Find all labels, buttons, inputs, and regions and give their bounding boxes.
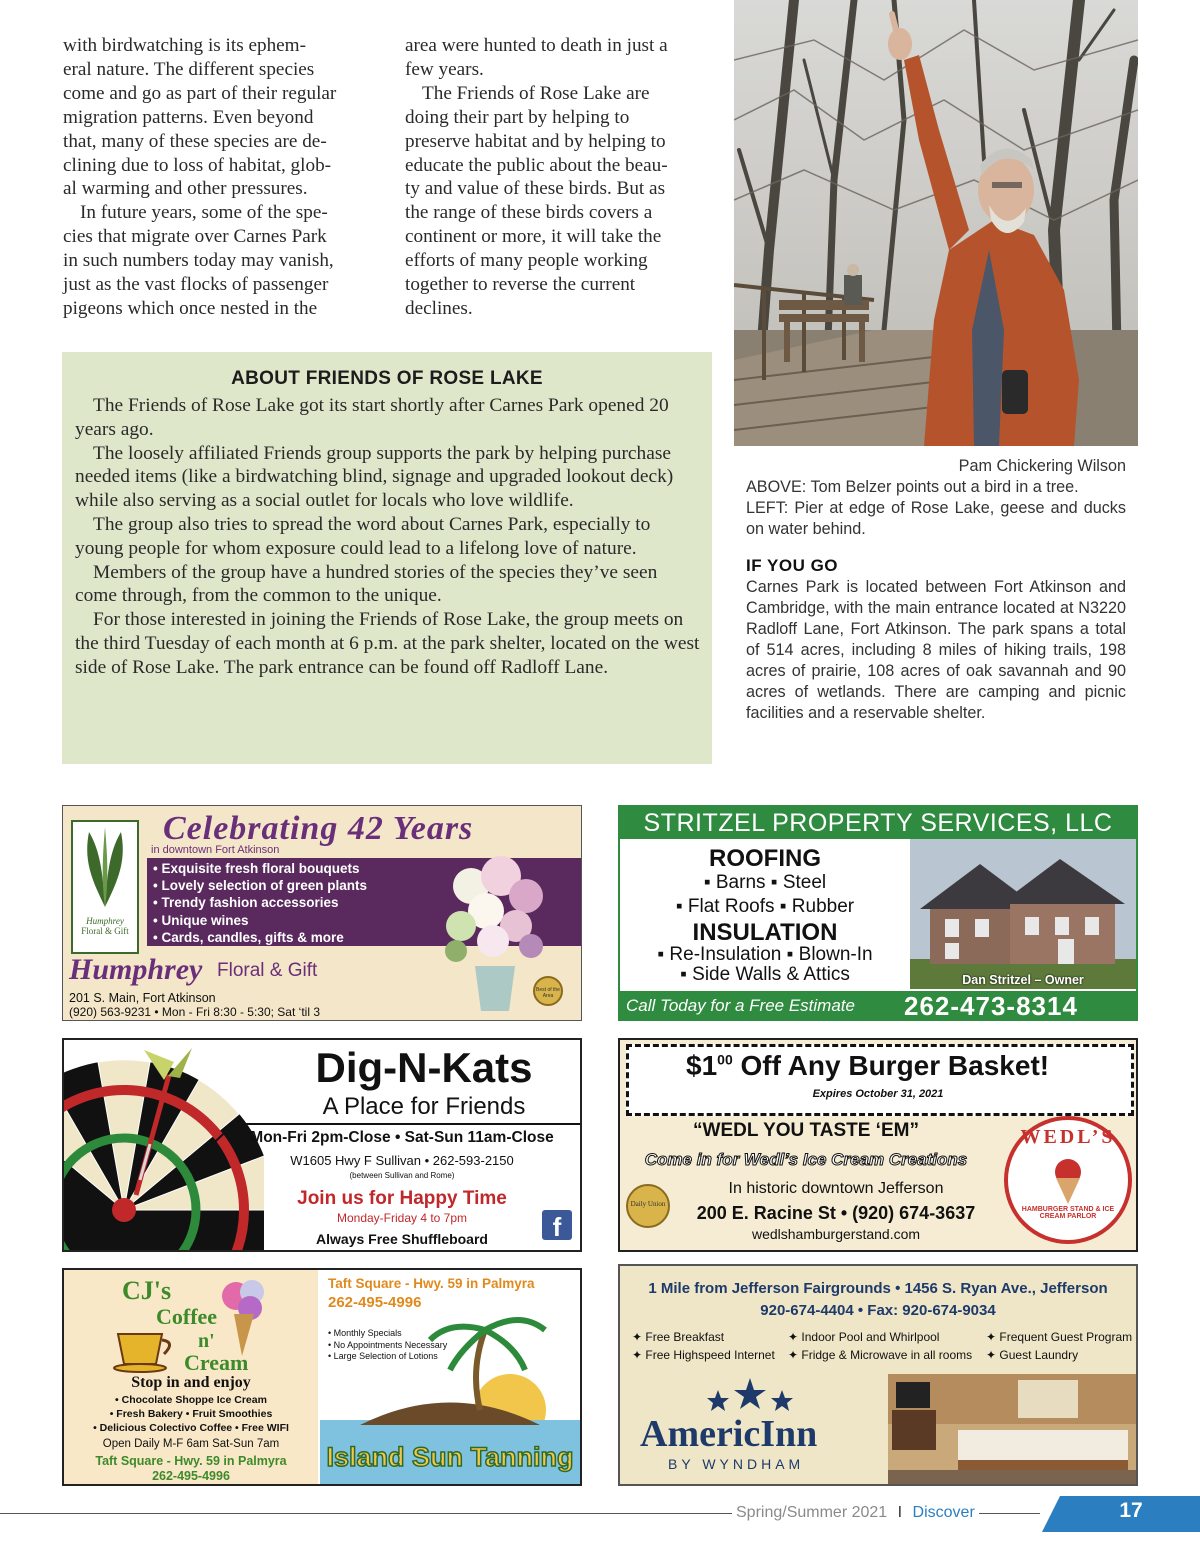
ad-cjs-coffee[interactable]: [62, 1268, 582, 1486]
humphrey-headline: Celebrating 42 Years: [163, 810, 474, 847]
text-line: In future years, some of the spe-: [80, 202, 328, 224]
island-item: • Monthly Specials: [328, 1328, 402, 1338]
ice-cream-cone-icon: [214, 1274, 274, 1358]
island-phone: 262-495-4996: [328, 1294, 422, 1311]
stritzel-roof-items: ▪ Barns ▪ Steel: [703, 872, 827, 893]
award-text: Best of the Area: [536, 987, 560, 999]
caption-left: LEFT: Pier at edge of Rose Lake, geese and ducks on water behind.: [746, 499, 1126, 538]
facebook-icon[interactable]: f: [542, 1210, 572, 1240]
americinn-by: BY WYNDHAM: [668, 1456, 805, 1472]
coupon-text: Off Any Burger Basket!: [740, 1050, 1050, 1081]
coupon-cents: 00: [717, 1051, 733, 1068]
about-heading: ABOUT FRIENDS OF ROSE LAKE: [231, 368, 543, 389]
americinn-address: 1 Mile from Jefferson Fairgrounds • 1456 S. Ryan Ave., Jefferson: [648, 1280, 1108, 1297]
humphrey-brand-script: Humphrey: [69, 953, 203, 986]
cjs-items: • Fresh Bakery • Fruit Smoothies: [109, 1408, 273, 1420]
footer-issue: Spring/Summer 2021: [736, 1504, 888, 1521]
bullet-item: • Unique wines: [153, 912, 249, 928]
badge-text: Daily Union: [630, 1200, 666, 1208]
dignkats-between: (between Sullivan and Rome): [349, 1171, 455, 1180]
photo-credit: Pam Chickering Wilson: [958, 457, 1126, 475]
text-line: in such numbers today may vanish,: [63, 250, 334, 272]
logo-text: Floral & Gift: [81, 926, 129, 936]
stritzel-roof-items: ▪ Flat Roofs ▪ Rubber: [675, 896, 855, 917]
humphrey-address: 201 S. Main, Fort Atkinson: [69, 991, 216, 1005]
if-you-go-body: Carnes Park is located between Fort Atkinson and Cambridge, with the main entrance located at N3220 Radloff Lane, Fort Atkinson. The park spans a total of 514 acres, including 8 miles of hiking trails, 198 acres of prairie, 108 acres of oak savannah and 90 acres of wetlands. There are camping and picnic facilities and a reservable shelter.: [746, 578, 1126, 722]
about-text: [75, 394, 703, 680]
americinn-feature: ✦ Free Breakfast: [632, 1330, 725, 1344]
bullet-item: • Lovely selection of green plants: [153, 878, 368, 894]
bullet-item: • Cards, candles, gifts & more: [153, 929, 344, 945]
humphrey-bullets: [153, 860, 367, 946]
text-line: migration patterns. Even beyond: [63, 106, 314, 128]
text-line: few years.: [405, 58, 484, 80]
americinn-feature: ✦ Fridge & Microwave in all rooms: [788, 1348, 973, 1362]
text-line: together to reverse the current: [405, 274, 636, 296]
island-item: • Large Selection of Lotions: [328, 1351, 438, 1361]
about-paragraph: The Friends of Rose Lake got its start shortly after Carnes Park opened 20 years ago.: [75, 395, 669, 440]
dignkats-happy: Join us for Happy Time: [297, 1188, 507, 1209]
text-line: the range of these birds covers a: [405, 202, 653, 224]
cjs-stop: Stop in and enjoy: [131, 1374, 251, 1391]
cjs-items: • Chocolate Shoppe Ice Cream: [115, 1394, 267, 1406]
stars-icon: [700, 1376, 800, 1412]
coupon-price: $1: [686, 1050, 718, 1081]
cjs-items: • Delicious Colectivo Coffee • Free WIFI: [93, 1422, 289, 1434]
text-line: eral nature. The different species: [63, 58, 315, 80]
stritzel-phone: 262-473-8314: [904, 991, 1078, 1021]
seal-name: WEDL’S: [1020, 1126, 1116, 1148]
ad-wedls[interactable]: [618, 1038, 1138, 1252]
about-paragraph: For those interested in joining the Friends of Rose Lake, the group meets on the third Tuesday of each month at 6 p.m. at the park shelter, located on the west side of Rose Lake. The park entrance can be found off Radloff Lane.: [75, 609, 700, 678]
dignkats-hours: Mon-Fri 2pm-Close • Sat-Sun 11am-Close: [250, 1129, 554, 1146]
ad-dig-n-kats[interactable]: [62, 1038, 582, 1252]
footer-issue-group: [732, 1504, 979, 1522]
ad-americinn[interactable]: [618, 1264, 1138, 1486]
cjs-name: Cream: [184, 1350, 249, 1375]
ice-cream-icon: [1048, 1156, 1088, 1206]
stritzel-roofing: ROOFING: [709, 845, 821, 872]
americinn-phone: 920-674-4404 • Fax: 920-674-9034: [760, 1302, 996, 1319]
coupon-expires: Expires October 31, 2021: [812, 1088, 944, 1100]
logo-text: Humphrey: [86, 916, 124, 926]
text-line: declines.: [405, 297, 473, 319]
text-line: with birdwatching is its ephem-: [63, 35, 307, 56]
dignkats-tagline: A Place for Friends: [322, 1093, 526, 1120]
text-line: just as the vast flocks of passenger: [63, 274, 329, 296]
article-column-1: [63, 34, 375, 321]
island-item: • No Appointments Necessary: [328, 1339, 448, 1350]
text-line: The Friends of Rose Lake are: [422, 82, 650, 104]
stritzel-cta: Call Today for a Free Estimate: [626, 996, 855, 1015]
wedl-coupon-line: [686, 1050, 1049, 1082]
about-paragraph: The loosely affiliated Friends group supports the park by helping purchase needed items (like a birdwatching blind, signage and upgraded lookout deck) while also serving as a social outlet for locals who love wildlife.: [75, 442, 674, 512]
birdwatcher-photo: [734, 0, 1138, 446]
text-line: educate the public about the beau-: [405, 154, 668, 176]
cjs-name: n': [198, 1330, 215, 1352]
dignkats-name: Dig-N-Kats: [315, 1044, 533, 1091]
americinn-feature: ✦ Frequent Guest Program: [986, 1330, 1133, 1344]
wedl-slogan: “WEDL YOU TASTE ‘EM”: [693, 1120, 919, 1141]
humphrey-logo: [71, 820, 139, 954]
coffee-cup-icon: [112, 1324, 182, 1374]
if-you-go: [746, 555, 1126, 724]
stritzel-insulation: INSULATION: [692, 919, 838, 946]
text-line: efforts of many people working: [405, 250, 648, 272]
text-line: that, many of these species are de-: [63, 130, 327, 152]
cjs-name: CJ's: [122, 1276, 172, 1305]
stritzel-title: STRITZEL PROPERTY SERVICES, LLC: [643, 809, 1113, 837]
text-line: ty and value of these birds. But as: [405, 178, 666, 200]
stritzel-ins-items: ▪ Re-Insulation ▪ Blown-In: [657, 944, 873, 965]
text-line: preserve habitat and by helping to: [405, 130, 666, 152]
bullet-item: • Trendy fashion accessories: [153, 895, 339, 911]
humphrey-sub: in downtown Fort Atkinson: [151, 844, 280, 856]
floral-logo-icon: [73, 822, 137, 912]
text-line: area were hunted to death in just a: [405, 35, 668, 56]
article-col1-lines: [63, 34, 375, 321]
americinn-brand: AmericInn: [640, 1413, 818, 1455]
cjs-phone: 262-495-4996: [152, 1469, 230, 1483]
text-line: come and go as part of their regular: [63, 82, 337, 104]
page-number: 17: [1119, 1499, 1143, 1522]
island-location: Taft Square - Hwy. 59 in Palmyra: [328, 1276, 535, 1291]
wedl-historic: In historic downtown Jefferson: [728, 1180, 944, 1197]
dignkats-happy-hours: Monday-Friday 4 to 7pm: [336, 1211, 468, 1225]
seal-ring: HAMBURGER STAND & ICE CREAM PARLOR: [1021, 1206, 1115, 1220]
americinn-feature: ✦ Free Highspeed Internet: [632, 1348, 775, 1362]
house-image: [910, 839, 1136, 989]
humphrey-hours: (920) 563-9231 • Mon - Fri 8:30 - 5:30; Sat ‘til 3: [69, 1005, 320, 1019]
ad-humphrey-floral[interactable]: [62, 805, 582, 1021]
about-paragraph: The group also tries to spread the word about Carnes Park, especially to young people for whom exposure could lead to a lifelong love of nature.: [75, 513, 651, 559]
daily-union-badge-icon: [626, 1184, 670, 1228]
text-line: clining due to loss of habitat, glob-: [63, 154, 332, 176]
cjs-open: Open Daily M-F 6am Sat-Sun 7am: [102, 1438, 280, 1450]
stritzel-owner: Dan Stritzel – Owner: [962, 973, 1084, 987]
wedl-seal-logo: [1004, 1116, 1132, 1244]
stritzel-ins-items: ▪ Side Walls & Attics: [680, 964, 850, 985]
dignkats-shuffleboard: Always Free Shuffleboard: [316, 1231, 488, 1247]
wedl-address: 200 E. Racine St • (920) 674-3637: [696, 1203, 976, 1223]
humphrey-brand-rest: Floral & Gift: [217, 960, 318, 981]
footer-separator: I: [897, 1504, 903, 1521]
wedl-come-in: Come in for Wedl’s Ice Cream Creations: [644, 1150, 968, 1169]
hotel-room-image: [888, 1374, 1136, 1484]
americinn-feature: ✦ Indoor Pool and Whirlpool: [788, 1330, 940, 1344]
award-badge-icon: [533, 976, 563, 1006]
wedl-website[interactable]: wedlshamburgerstand.com: [751, 1226, 921, 1242]
island-name: Island Sun Tanning: [326, 1442, 574, 1472]
about-friends-box: [62, 352, 712, 764]
cjs-location: Taft Square - Hwy. 59 in Palmyra: [95, 1454, 287, 1468]
cjs-name: Coffee: [156, 1304, 218, 1329]
photo-caption: [746, 456, 1126, 540]
text-line: doing their part by helping to: [405, 106, 630, 128]
article-column-2: [405, 34, 717, 321]
if-you-go-heading: IF YOU GO: [746, 556, 839, 575]
about-paragraph: Members of the group have a hundred stories of the species they’ve seen come through, from the common to the unique.: [75, 561, 658, 607]
americinn-feature: ✦ Guest Laundry: [986, 1348, 1079, 1362]
text-line: continent or more, it will take the: [405, 226, 662, 248]
dignkats-address: W1605 Hwy F Sullivan • 262-593-2150: [290, 1153, 514, 1168]
bullet-item: • Exquisite fresh floral bouquets: [153, 861, 360, 876]
footer-publication: Discover: [912, 1504, 975, 1521]
ad-stritzel-property[interactable]: [618, 805, 1138, 1021]
caption-above: ABOVE: Tom Belzer points out a bird in a tree.: [746, 478, 1079, 496]
text-line: al warming and other pressures.: [63, 178, 308, 200]
text-line: cies that migrate over Carnes Park: [63, 226, 327, 248]
text-line: pigeons which once nested in the: [63, 297, 318, 319]
